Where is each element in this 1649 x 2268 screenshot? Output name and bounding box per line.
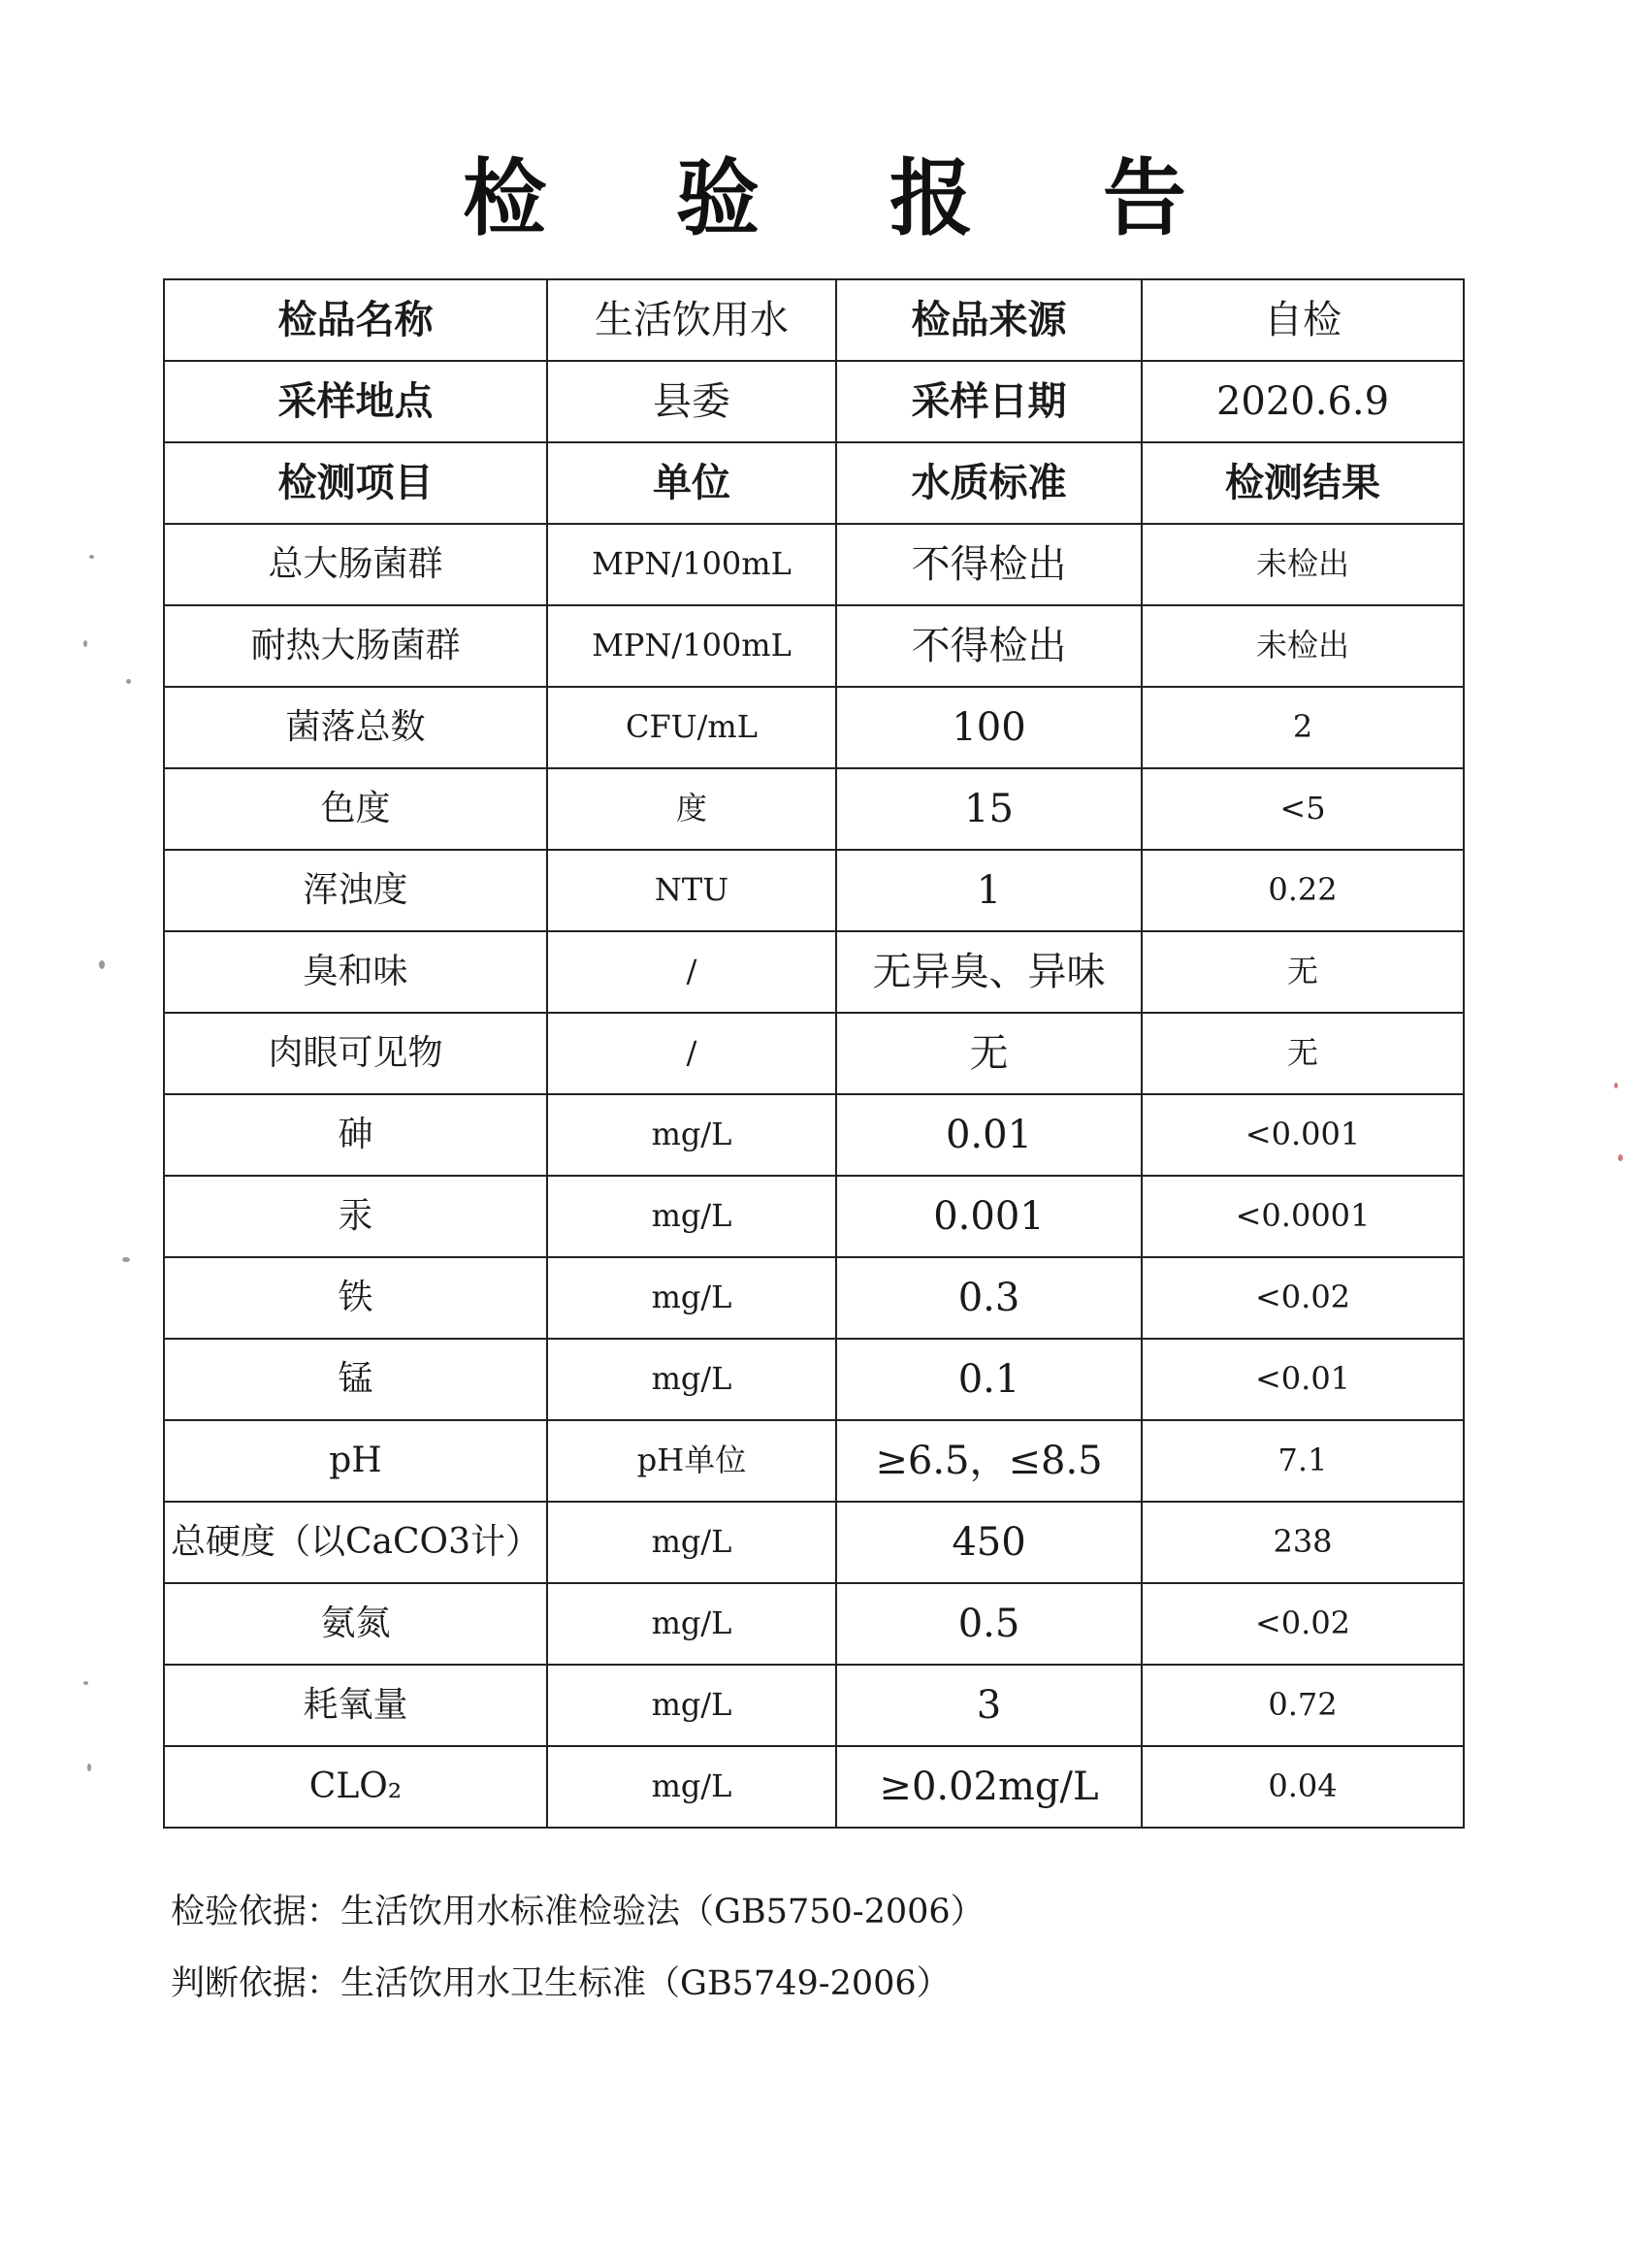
- table-row: [164, 1094, 1464, 1176]
- row-result-cell: 0.22: [1142, 850, 1464, 931]
- row-result-cell: 无: [1142, 1013, 1464, 1094]
- row-standard-cell: 1: [836, 850, 1142, 931]
- table-row: [164, 524, 1464, 605]
- row-result-cell: 无: [1142, 931, 1464, 1013]
- row-item-cell: 总硬度（以CaCO3计）: [164, 1502, 547, 1583]
- row-item-cell: 汞: [164, 1176, 547, 1257]
- table-row: [164, 1502, 1464, 1583]
- table-row: [164, 1257, 1464, 1339]
- inspection-table: [163, 278, 1465, 1829]
- row-standard-cell: 不得检出: [836, 524, 1142, 605]
- row-item-cell: 色度: [164, 768, 547, 850]
- table-row: [164, 687, 1464, 768]
- row-unit-cell: MPN/100mL: [547, 524, 836, 605]
- table-row: [164, 1339, 1464, 1420]
- row-result-cell: <0.01: [1142, 1339, 1464, 1420]
- row-item-cell: 铁: [164, 1257, 547, 1339]
- scan-speck: [126, 679, 131, 684]
- column-header-result: 检测结果: [1142, 442, 1464, 524]
- row-standard-cell: ≥6.5，≤8.5: [836, 1420, 1142, 1502]
- table-row: [164, 1746, 1464, 1828]
- row-unit-cell: mg/L: [547, 1257, 836, 1339]
- sampling-site-value: 县委: [547, 361, 836, 442]
- table-row: [164, 1665, 1464, 1746]
- column-header-standard: 水质标准: [836, 442, 1142, 524]
- row-unit-cell: mg/L: [547, 1583, 836, 1665]
- row-unit-cell: mg/L: [547, 1094, 836, 1176]
- row-standard-cell: 100: [836, 687, 1142, 768]
- row-result-cell: 未检出: [1142, 605, 1464, 687]
- row-unit-cell: pH单位: [547, 1420, 836, 1502]
- inspection-table-body: [164, 279, 1464, 1828]
- table-row: [164, 1013, 1464, 1094]
- report-title: 检 验 报 告: [463, 150, 1237, 247]
- row-result-cell: 7.1: [1142, 1420, 1464, 1502]
- row-result-cell: <0.001: [1142, 1094, 1464, 1176]
- row-unit-cell: /: [547, 1013, 836, 1094]
- row-result-cell: <0.02: [1142, 1257, 1464, 1339]
- row-standard-cell: 无: [836, 1013, 1142, 1094]
- scan-speck: [87, 1764, 91, 1771]
- row-item-cell: 氨氮: [164, 1583, 547, 1665]
- inspection-basis: 检验依据：生活饮用水标准检验法（GB5750-2006）: [171, 1893, 985, 1931]
- row-item-cell: CLO₂: [164, 1746, 547, 1828]
- row-unit-cell: 度: [547, 768, 836, 850]
- row-result-cell: 0.04: [1142, 1746, 1464, 1828]
- column-header-unit: 单位: [547, 442, 836, 524]
- row-unit-cell: mg/L: [547, 1176, 836, 1257]
- row-standard-cell: 15: [836, 768, 1142, 850]
- row-unit-cell: mg/L: [547, 1665, 836, 1746]
- table-row: [164, 931, 1464, 1013]
- table-row: [164, 605, 1464, 687]
- column-header-item: 检测项目: [164, 442, 547, 524]
- table-row: [164, 1176, 1464, 1257]
- row-result-cell: <0.0001: [1142, 1176, 1464, 1257]
- row-item-cell: 砷: [164, 1094, 547, 1176]
- row-item-cell: 耗氧量: [164, 1665, 547, 1746]
- row-result-cell: 238: [1142, 1502, 1464, 1583]
- sample-name-label: 检品名称: [164, 279, 547, 361]
- row-item-cell: 浑浊度: [164, 850, 547, 931]
- row-item-cell: 肉眼可见物: [164, 1013, 547, 1094]
- row-unit-cell: mg/L: [547, 1339, 836, 1420]
- row-unit-cell: /: [547, 931, 836, 1013]
- row-unit-cell: NTU: [547, 850, 836, 931]
- scan-speck: [1614, 1083, 1618, 1088]
- table-row: [164, 768, 1464, 850]
- row-item-cell: pH: [164, 1420, 547, 1502]
- row-result-cell: <0.02: [1142, 1583, 1464, 1665]
- scan-speck: [89, 555, 94, 559]
- table-row: [164, 1420, 1464, 1502]
- row-standard-cell: 450: [836, 1502, 1142, 1583]
- sample-source-label: 检品来源: [836, 279, 1142, 361]
- row-standard-cell: 不得检出: [836, 605, 1142, 687]
- row-standard-cell: 0.3: [836, 1257, 1142, 1339]
- row-item-cell: 锰: [164, 1339, 547, 1420]
- row-result-cell: 未检出: [1142, 524, 1464, 605]
- row-standard-cell: ≥0.02mg/L: [836, 1746, 1142, 1828]
- sampling-site-label: 采样地点: [164, 361, 547, 442]
- row-item-cell: 总大肠菌群: [164, 524, 547, 605]
- row-result-cell: 2: [1142, 687, 1464, 768]
- sample-name-value: 生活饮用水: [547, 279, 836, 361]
- column-header-row: [164, 442, 1464, 524]
- scan-speck: [122, 1257, 130, 1262]
- row-standard-cell: 无异臭、异味: [836, 931, 1142, 1013]
- row-standard-cell: 3: [836, 1665, 1142, 1746]
- row-item-cell: 耐热大肠菌群: [164, 605, 547, 687]
- table-row: [164, 850, 1464, 931]
- row-standard-cell: 0.01: [836, 1094, 1142, 1176]
- row-unit-cell: mg/L: [547, 1746, 836, 1828]
- info-row-sample: [164, 279, 1464, 361]
- row-unit-cell: MPN/100mL: [547, 605, 836, 687]
- row-standard-cell: 0.1: [836, 1339, 1142, 1420]
- row-standard-cell: 0.001: [836, 1176, 1142, 1257]
- scan-speck: [83, 1681, 88, 1685]
- row-unit-cell: CFU/mL: [547, 687, 836, 768]
- scan-speck: [83, 640, 87, 647]
- row-result-cell: <5: [1142, 768, 1464, 850]
- row-item-cell: 臭和味: [164, 931, 547, 1013]
- row-item-cell: 菌落总数: [164, 687, 547, 768]
- row-standard-cell: 0.5: [836, 1583, 1142, 1665]
- info-row-sampling: [164, 361, 1464, 442]
- scan-speck: [1618, 1154, 1623, 1161]
- sampling-date-value: 2020.6.9: [1142, 361, 1464, 442]
- scan-speck: [99, 960, 105, 969]
- table-row: [164, 1583, 1464, 1665]
- sample-source-value: 自检: [1142, 279, 1464, 361]
- judgement-basis: 判断依据：生活饮用水卫生标准（GB5749-2006）: [171, 1964, 951, 2003]
- row-result-cell: 0.72: [1142, 1665, 1464, 1746]
- sampling-date-label: 采样日期: [836, 361, 1142, 442]
- row-unit-cell: mg/L: [547, 1502, 836, 1583]
